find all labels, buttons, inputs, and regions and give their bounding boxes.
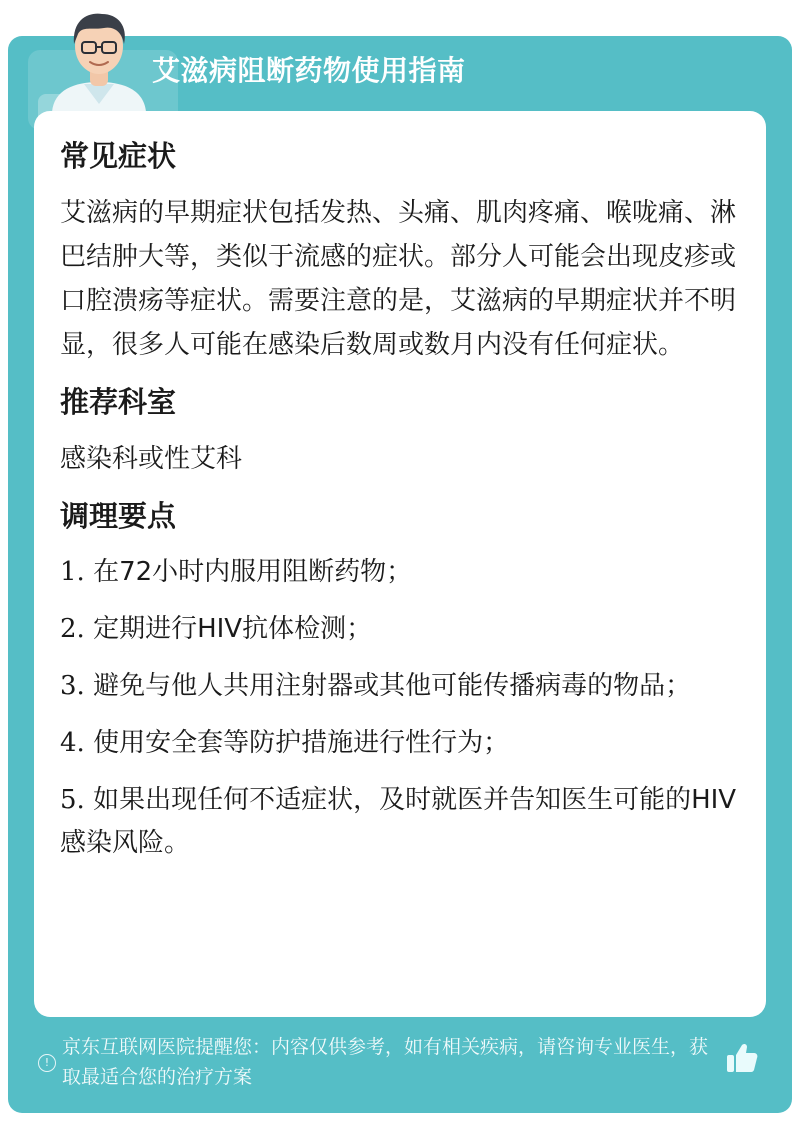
care-item-text: 在72小时内服用阻断药物； (93, 557, 413, 587)
care-list (60, 551, 740, 865)
care-item-4 (60, 722, 740, 765)
care-item-text: 避免与他人共用注射器或其他可能传播病毒的物品； (93, 671, 692, 701)
care-item-1 (60, 551, 740, 594)
care-item-number: 5. (60, 785, 85, 815)
care-item-number: 3. (60, 671, 85, 701)
symptoms-text: 艾滋病的早期症状包括发热、头痛、肌肉疼痛、喉咙痛、淋巴结肿大等，类似于流感的症状。部分人可能会出现皮疹或口腔溃疡等症状。需要注意的是，艾滋病的早期症状并不明显，很多人可能在感染后数周或数月内没有任何症状。 (60, 198, 737, 360)
care-item-3 (60, 665, 740, 708)
care-item-2 (60, 608, 740, 651)
care-item-number: 2. (60, 614, 85, 644)
care-item-5 (60, 779, 740, 865)
care-heading: 调理要点 (60, 499, 177, 533)
care-item-text: 定期进行HIV抗体检测； (93, 614, 373, 644)
care-item-number: 4. (60, 728, 85, 758)
care-item-number: 1. (60, 557, 85, 587)
footer-notice: 京东互联网医院提醒您：内容仅供参考，如有相关疾病，请咨询专业医生，获取最适合您的治疗方案 (62, 1036, 709, 1088)
content-card (34, 111, 766, 1017)
department-heading: 推荐科室 (60, 385, 177, 419)
info-icon: ! (38, 1054, 56, 1072)
symptoms-heading: 常见症状 (60, 139, 177, 173)
doctor-avatar (44, 4, 154, 112)
care-item-text: 使用安全套等防护措施进行性行为； (93, 728, 510, 758)
thumbs-up-icon[interactable] (724, 1040, 760, 1076)
page-title: 艾滋病阻断药物使用指南 (152, 54, 466, 87)
department-text: 感染科或性艾科 (60, 444, 243, 474)
care-item-text: 如果出现任何不适症状，及时就医并告知医生可能的HIV感染风险。 (60, 785, 737, 858)
